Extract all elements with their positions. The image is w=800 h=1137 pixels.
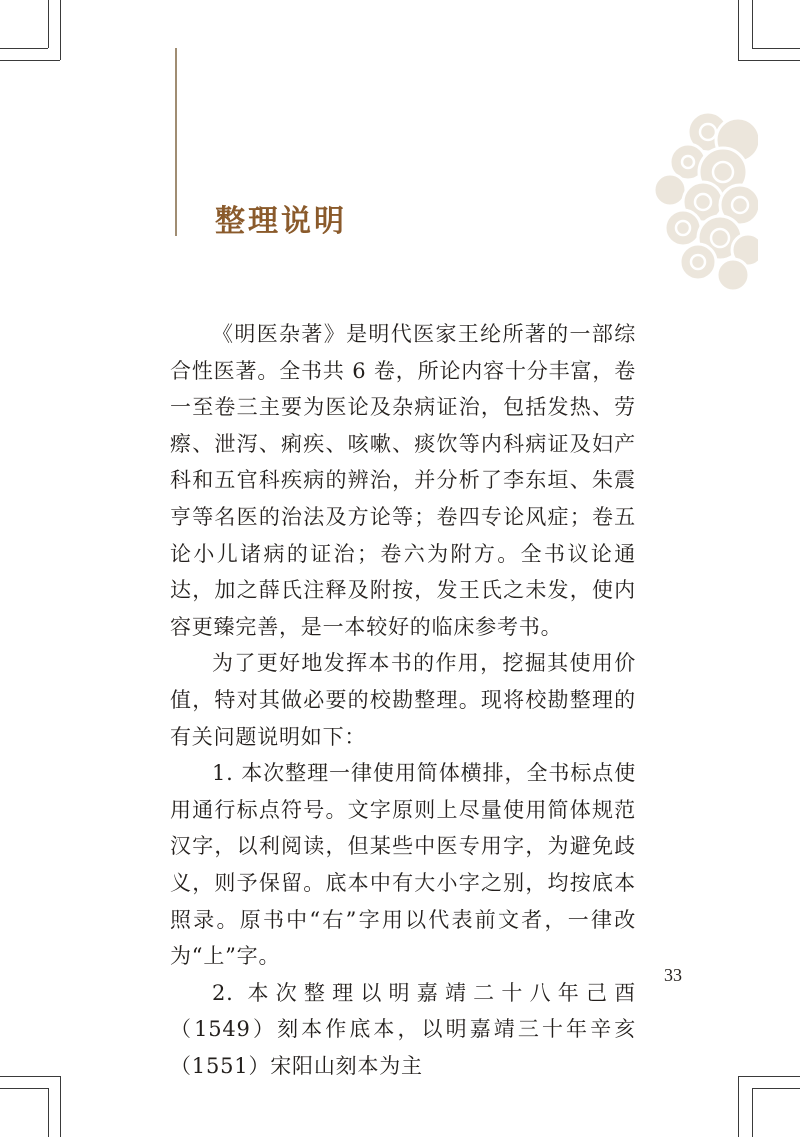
- crop-mark-top-left-h2: [0, 60, 60, 61]
- header-vertical-rule: [175, 48, 177, 236]
- page-title: 整理说明: [215, 204, 347, 239]
- page-number: 33: [664, 965, 682, 985]
- crop-mark-bottom-left-v: [60, 1076, 61, 1137]
- paragraph-item-1: 1. 本次整理一律使用简体横排，全书标点使用通行标点符号。文字原则上尽量使用简体规范汉字，以利阅读，但某些中医专用字，为避免歧义，则予保留。底本中有大小字之别，均按底本照录。原书中“右”字用以代表前文者，一律改为“上”字。: [170, 761, 636, 969]
- crop-mark-top-left-h: [0, 48, 48, 49]
- crop-mark-top-right-h2: [752, 48, 800, 49]
- crop-mark-bottom-right-v: [738, 1076, 739, 1137]
- crop-mark-bottom-right-v2: [752, 1088, 753, 1137]
- crop-mark-bottom-left-h: [0, 1076, 60, 1077]
- crop-mark-bottom-left-v2: [48, 1088, 49, 1137]
- crop-mark-bottom-left-h2: [0, 1088, 48, 1089]
- paragraph-item-2: 2. 本次整理以明嘉靖二十八年己酉（1549）刻本作底本，以明嘉靖三十年辛亥（1551）宋阳山刻本为主: [170, 980, 636, 1078]
- paragraph-purpose: 为了更好地发挥本书的作用，挖掘其使用价值，特对其做必要的校勘整理。现将校勘整理的有关问题说明如下：: [170, 651, 636, 749]
- crop-mark-top-left-v2: [60, 0, 61, 60]
- cloud-ornament-icon: [628, 110, 758, 290]
- crop-mark-top-right-h: [738, 60, 800, 61]
- body-text: [170, 316, 636, 1084]
- crop-mark-top-right-v: [738, 0, 739, 60]
- crop-mark-top-right-v2: [752, 0, 753, 48]
- crop-mark-top-left-v: [48, 0, 49, 48]
- crop-mark-bottom-right-h2: [752, 1088, 800, 1089]
- crop-mark-bottom-right-h: [738, 1076, 800, 1077]
- paragraph-intro: 《明医杂著》是明代医家王纶所著的一部综合性医著。全书共 6 卷，所论内容十分丰富，卷一至卷三主要为医论及杂病证治，包括发热、劳瘵、泄泻、痢疾、咳嗽、痰饮等内科病证及妇产科和五官科疾病的辨治，并分析了李东垣、朱震亨等名医的治法及方论等；卷四专论风症；卷五论小儿诸病的证治；卷六为附方。全书议论通达，加之薛氏注释及附按，发王氏之未发，使内容更臻完善，是一本较好的临床参考书。: [170, 322, 636, 639]
